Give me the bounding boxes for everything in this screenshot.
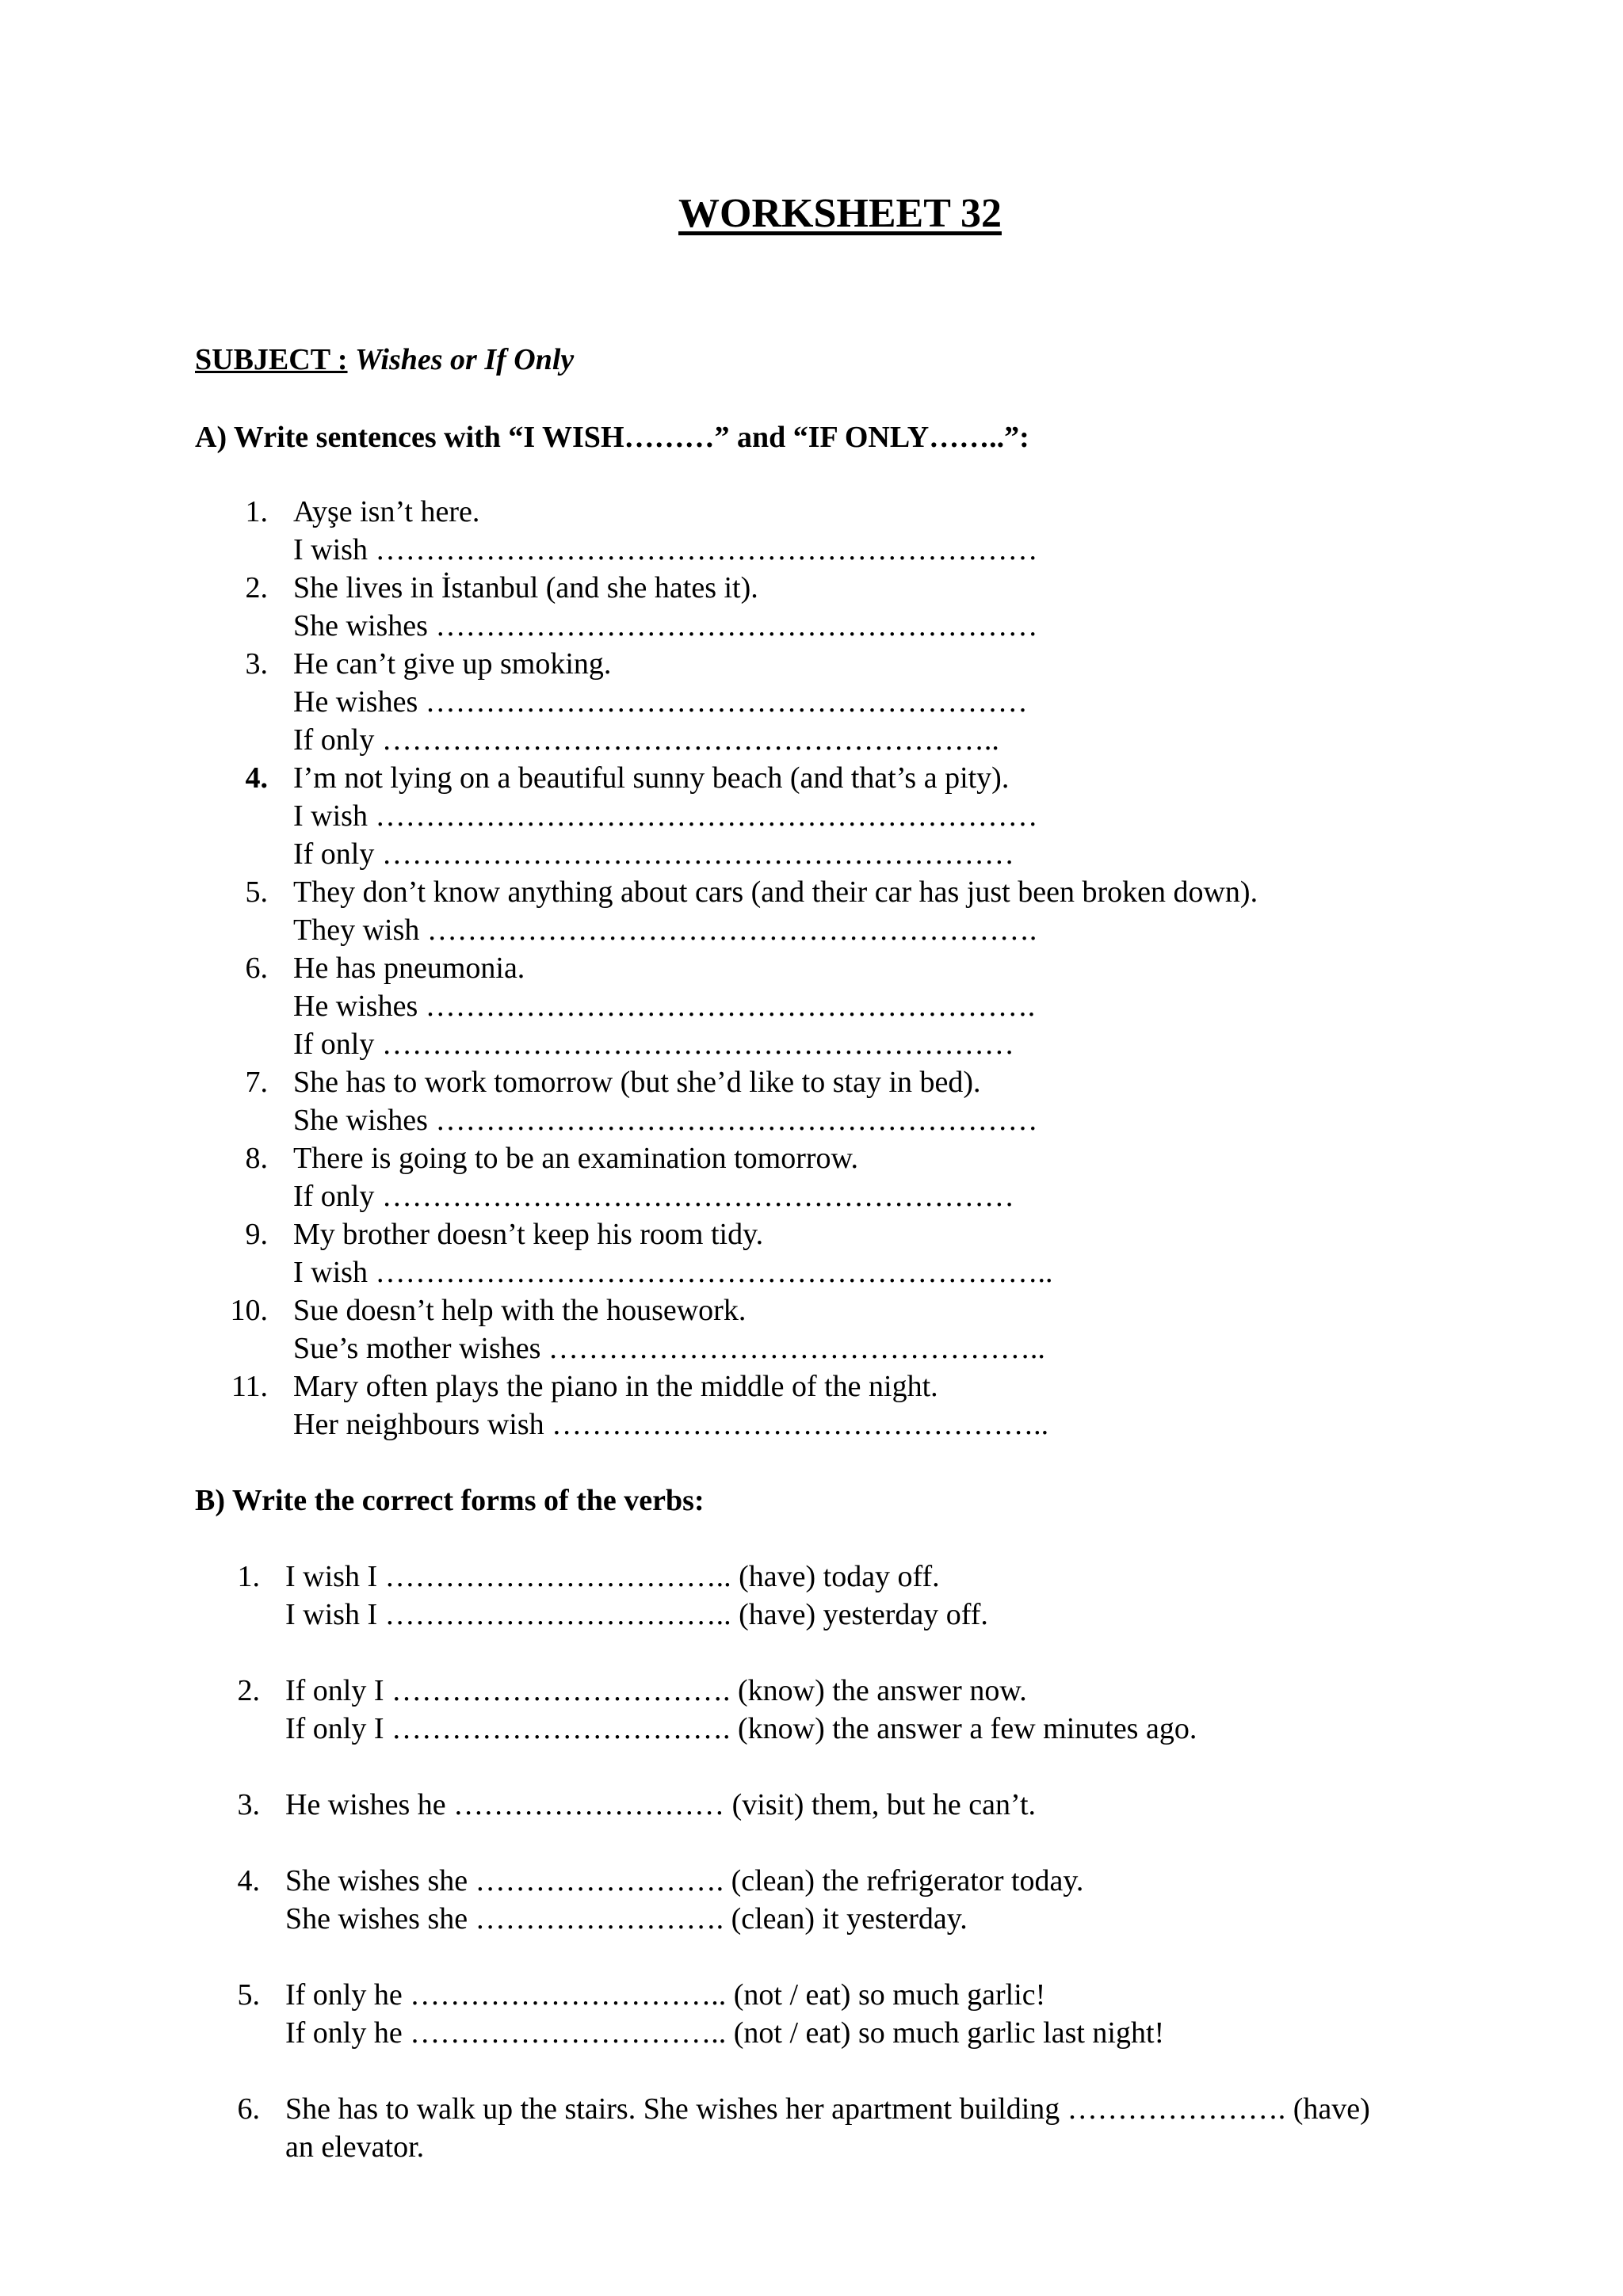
item-prompt: Mary often plays the piano in the middle of the night. [293,1370,938,1403]
answer-line [0,1101,1623,1139]
item-prompt: She lives in İstanbul (and she hates it). [293,571,758,605]
list-item-line [0,2014,1623,2052]
item-prompt: He has pneumonia. [293,952,525,985]
item-number: 2. [237,1674,260,1707]
item-prompt: There is going to be an examination tomorrow. [293,1142,859,1175]
answer-line [0,797,1623,835]
item-prompt: My brother doesn’t keep his room tidy. [293,1218,764,1251]
item-number: 11. [231,1370,268,1403]
answer-text: If only ……………………………………………………… [293,1180,1014,1213]
item-prompt: Ayşe isn’t here. [293,495,480,528]
item-sentence: She wishes she ……………………. (clean) it yesterday. [285,1902,968,1936]
list-item [0,493,1623,531]
answer-line [0,683,1623,721]
item-number: 4. [237,1864,260,1897]
list-item [0,1215,1623,1253]
section-b-heading: B) Write the correct forms of the verbs: [195,1484,705,1517]
list-item [0,1862,1623,1900]
item-prompt: I’m not lying on a beautiful sunny beach (and that’s a pity). [293,761,1010,795]
answer-line [0,721,1623,759]
answer-line [0,1329,1623,1367]
item-sentence: If only he ………………………….. (not / eat) so much garlic last night! [285,2016,1165,2050]
item-number: 1. [237,1560,260,1593]
item-sentence: If only he ………………………….. (not / eat) so much garlic! [285,1978,1046,2012]
list-item [0,1291,1623,1329]
answer-line [0,531,1623,569]
answer-text: If only …………………………………………………….. [293,723,999,757]
list-item [0,645,1623,683]
list-item [0,569,1623,607]
answer-text: I wish ………………………………………………………… [293,799,1038,833]
item-number: 6. [237,2092,260,2126]
item-number: 10. [230,1294,268,1327]
list-item-line [0,2128,1623,2166]
item-number: 3. [237,1788,260,1821]
list-item [0,1672,1623,1710]
list-item [0,1558,1623,1596]
item-sentence: I wish I …………………………….. (have) yesterday off. [285,1598,988,1631]
list-item [0,1139,1623,1177]
answer-line [0,1405,1623,1444]
answer-line [0,607,1623,645]
item-number: 8. [245,1142,268,1175]
answer-text: Her neighbours wish ………………………………………….. [293,1408,1049,1441]
list-item-line [0,1710,1623,1748]
answer-text: I wish ………………………………………………………… [293,533,1038,566]
section-a-heading: A) Write sentences with “I WISH………” and “IF ONLY……..”: [195,421,1029,454]
answer-text: He wishes …………………………………………………… [293,685,1028,719]
item-number: 3. [245,647,268,681]
list-item [0,949,1623,987]
item-sentence: She has to walk up the stairs. She wishes her apartment building …………………. (have) [285,2092,1370,2126]
list-item [0,759,1623,797]
answer-line [0,1025,1623,1063]
answer-text: They wish ……………………………………………………. [293,913,1037,947]
answer-text: He wishes ……………………………………………………. [293,990,1036,1023]
list-item-line [0,1596,1623,1634]
page-title: WORKSHEET 32 [678,191,1002,236]
answer-line [0,1177,1623,1215]
item-prompt: She has to work tomorrow (but she’d like to stay in bed). [293,1066,981,1099]
item-sentence: If only I ……………………………. (know) the answer now. [285,1674,1027,1707]
answer-text: If only ……………………………………………………… [293,1028,1014,1061]
item-number: 7. [245,1066,268,1099]
item-number: 2. [245,571,268,605]
list-item [0,873,1623,911]
item-sentence: He wishes he ……………………… (visit) them, but he can’t. [285,1788,1037,1821]
item-sentence: I wish I …………………………….. (have) today off. [285,1560,940,1593]
answer-line [0,911,1623,949]
section-a-list [0,493,1623,1444]
section-b-list [0,1558,1623,2166]
item-number: 6. [245,952,268,985]
list-item [0,2090,1623,2128]
subject-value: Wishes or If Only [355,343,575,376]
item-prompt: They don’t know anything about cars (and their car has just been broken down). [293,875,1258,909]
answer-line [0,1253,1623,1291]
item-prompt: He can’t give up smoking. [293,647,612,681]
item-number: 1. [245,495,268,528]
answer-text: I wish ………………………………………………………….. [293,1256,1053,1289]
list-item [0,1976,1623,2014]
subject-label: SUBJECT : [195,343,348,376]
list-item [0,1367,1623,1405]
item-sentence: She wishes she ……………………. (clean) the refrigerator today. [285,1864,1084,1897]
item-sentence: an elevator. [285,2130,425,2164]
list-item [0,1063,1623,1101]
item-number: 5. [237,1978,260,2012]
item-number: 4. [245,761,268,795]
answer-text: If only ……………………………………………………… [293,837,1014,871]
subject-line [195,342,574,377]
answer-text: She wishes …………………………………………………… [293,609,1038,643]
answer-line [0,987,1623,1025]
answer-line [0,835,1623,873]
item-sentence: If only I ……………………………. (know) the answer a few minutes ago. [285,1712,1197,1745]
list-item [0,1786,1623,1824]
answer-text: Sue’s mother wishes ………………………………………….. [293,1332,1045,1365]
item-prompt: Sue doesn’t help with the housework. [293,1294,747,1327]
item-number: 9. [245,1218,268,1251]
answer-text: She wishes …………………………………………………… [293,1104,1038,1137]
list-item-line [0,1900,1623,1938]
item-number: 5. [245,875,268,909]
